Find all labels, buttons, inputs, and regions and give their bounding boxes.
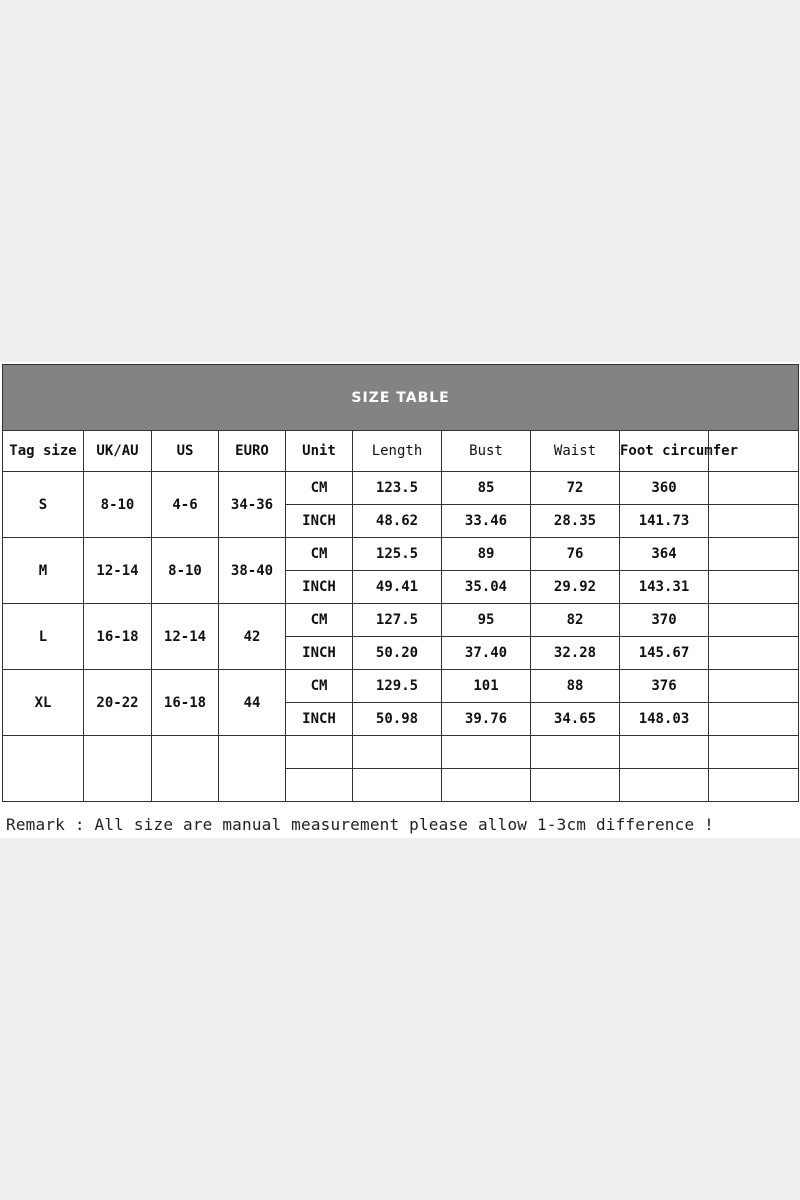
empty-cell [709, 670, 799, 703]
header-euro: EURO [219, 431, 286, 472]
foot-cell: 364 [620, 538, 709, 571]
empty-cell [709, 703, 799, 736]
header-row [3, 431, 799, 472]
us-cell: 16-18 [152, 670, 219, 736]
tag-size-cell: M [3, 538, 84, 604]
empty-cell [709, 505, 799, 538]
table-title: SIZE TABLE [3, 365, 799, 431]
unit-cell: CM [286, 538, 353, 571]
bust-cell: 37.40 [442, 637, 531, 670]
tag-size-cell: L [3, 604, 84, 670]
length-cell: 48.62 [353, 505, 442, 538]
empty-cell [709, 769, 799, 802]
us-cell: 12-14 [152, 604, 219, 670]
us-cell: 4-6 [152, 472, 219, 538]
us-cell: 8-10 [152, 538, 219, 604]
empty-cell [286, 769, 353, 802]
remark-note: Remark : All size are manual measurement please allow 1-3cm difference ! [6, 815, 714, 834]
empty-cell [84, 736, 152, 802]
length-cell: 49.41 [353, 571, 442, 604]
tag-size-cell: XL [3, 670, 84, 736]
empty-cell [3, 736, 84, 802]
length-cell: 127.5 [353, 604, 442, 637]
foot-cell: 148.03 [620, 703, 709, 736]
unit-cell: CM [286, 670, 353, 703]
unit-cell: CM [286, 604, 353, 637]
empty-row [3, 736, 799, 769]
empty-cell [353, 736, 442, 769]
waist-cell: 28.35 [531, 505, 620, 538]
empty-cell [353, 769, 442, 802]
unit-cell: INCH [286, 703, 353, 736]
waist-cell: 29.92 [531, 571, 620, 604]
foot-cell: 141.73 [620, 505, 709, 538]
table-row [3, 472, 799, 505]
bust-cell: 39.76 [442, 703, 531, 736]
bust-cell: 33.46 [442, 505, 531, 538]
uk-au-cell: 16-18 [84, 604, 152, 670]
table-row [3, 604, 799, 637]
table-row [3, 670, 799, 703]
empty-cell [286, 736, 353, 769]
waist-cell: 72 [531, 472, 620, 505]
unit-cell: CM [286, 472, 353, 505]
foot-cell: 370 [620, 604, 709, 637]
empty-cell [709, 472, 799, 505]
waist-cell: 32.28 [531, 637, 620, 670]
empty-cell [442, 736, 531, 769]
empty-cell [219, 736, 286, 802]
uk-au-cell: 8-10 [84, 472, 152, 538]
empty-cell [152, 736, 219, 802]
empty-cell [709, 604, 799, 637]
empty-cell [709, 637, 799, 670]
header-length: Length [353, 431, 442, 472]
foot-cell: 376 [620, 670, 709, 703]
foot-cell: 145.67 [620, 637, 709, 670]
empty-cell [531, 769, 620, 802]
bust-cell: 95 [442, 604, 531, 637]
header-foot-circumfer: Foot circumfer [620, 431, 709, 472]
euro-cell: 44 [219, 670, 286, 736]
empty-cell [709, 571, 799, 604]
bust-cell: 85 [442, 472, 531, 505]
waist-cell: 34.65 [531, 703, 620, 736]
bust-cell: 89 [442, 538, 531, 571]
header-unit: Unit [286, 431, 353, 472]
bust-cell: 35.04 [442, 571, 531, 604]
waist-cell: 76 [531, 538, 620, 571]
empty-cell [620, 736, 709, 769]
empty-cell [709, 538, 799, 571]
uk-au-cell: 12-14 [84, 538, 152, 604]
header-us: US [152, 431, 219, 472]
header-waist: Waist [531, 431, 620, 472]
waist-cell: 88 [531, 670, 620, 703]
size-table [2, 364, 799, 802]
length-cell: 129.5 [353, 670, 442, 703]
header-bust: Bust [442, 431, 531, 472]
foot-cell: 143.31 [620, 571, 709, 604]
unit-cell: INCH [286, 505, 353, 538]
length-cell: 125.5 [353, 538, 442, 571]
table-row [3, 538, 799, 571]
empty-cell [442, 769, 531, 802]
euro-cell: 34-36 [219, 472, 286, 538]
euro-cell: 42 [219, 604, 286, 670]
unit-cell: INCH [286, 637, 353, 670]
euro-cell: 38-40 [219, 538, 286, 604]
empty-cell [531, 736, 620, 769]
bust-cell: 101 [442, 670, 531, 703]
header-tag-size: Tag size [3, 431, 84, 472]
length-cell: 50.98 [353, 703, 442, 736]
length-cell: 50.20 [353, 637, 442, 670]
uk-au-cell: 20-22 [84, 670, 152, 736]
tag-size-cell: S [3, 472, 84, 538]
length-cell: 123.5 [353, 472, 442, 505]
header-uk-au: UK/AU [84, 431, 152, 472]
empty-cell [620, 769, 709, 802]
unit-cell: INCH [286, 571, 353, 604]
waist-cell: 82 [531, 604, 620, 637]
foot-cell: 360 [620, 472, 709, 505]
empty-cell [709, 736, 799, 769]
